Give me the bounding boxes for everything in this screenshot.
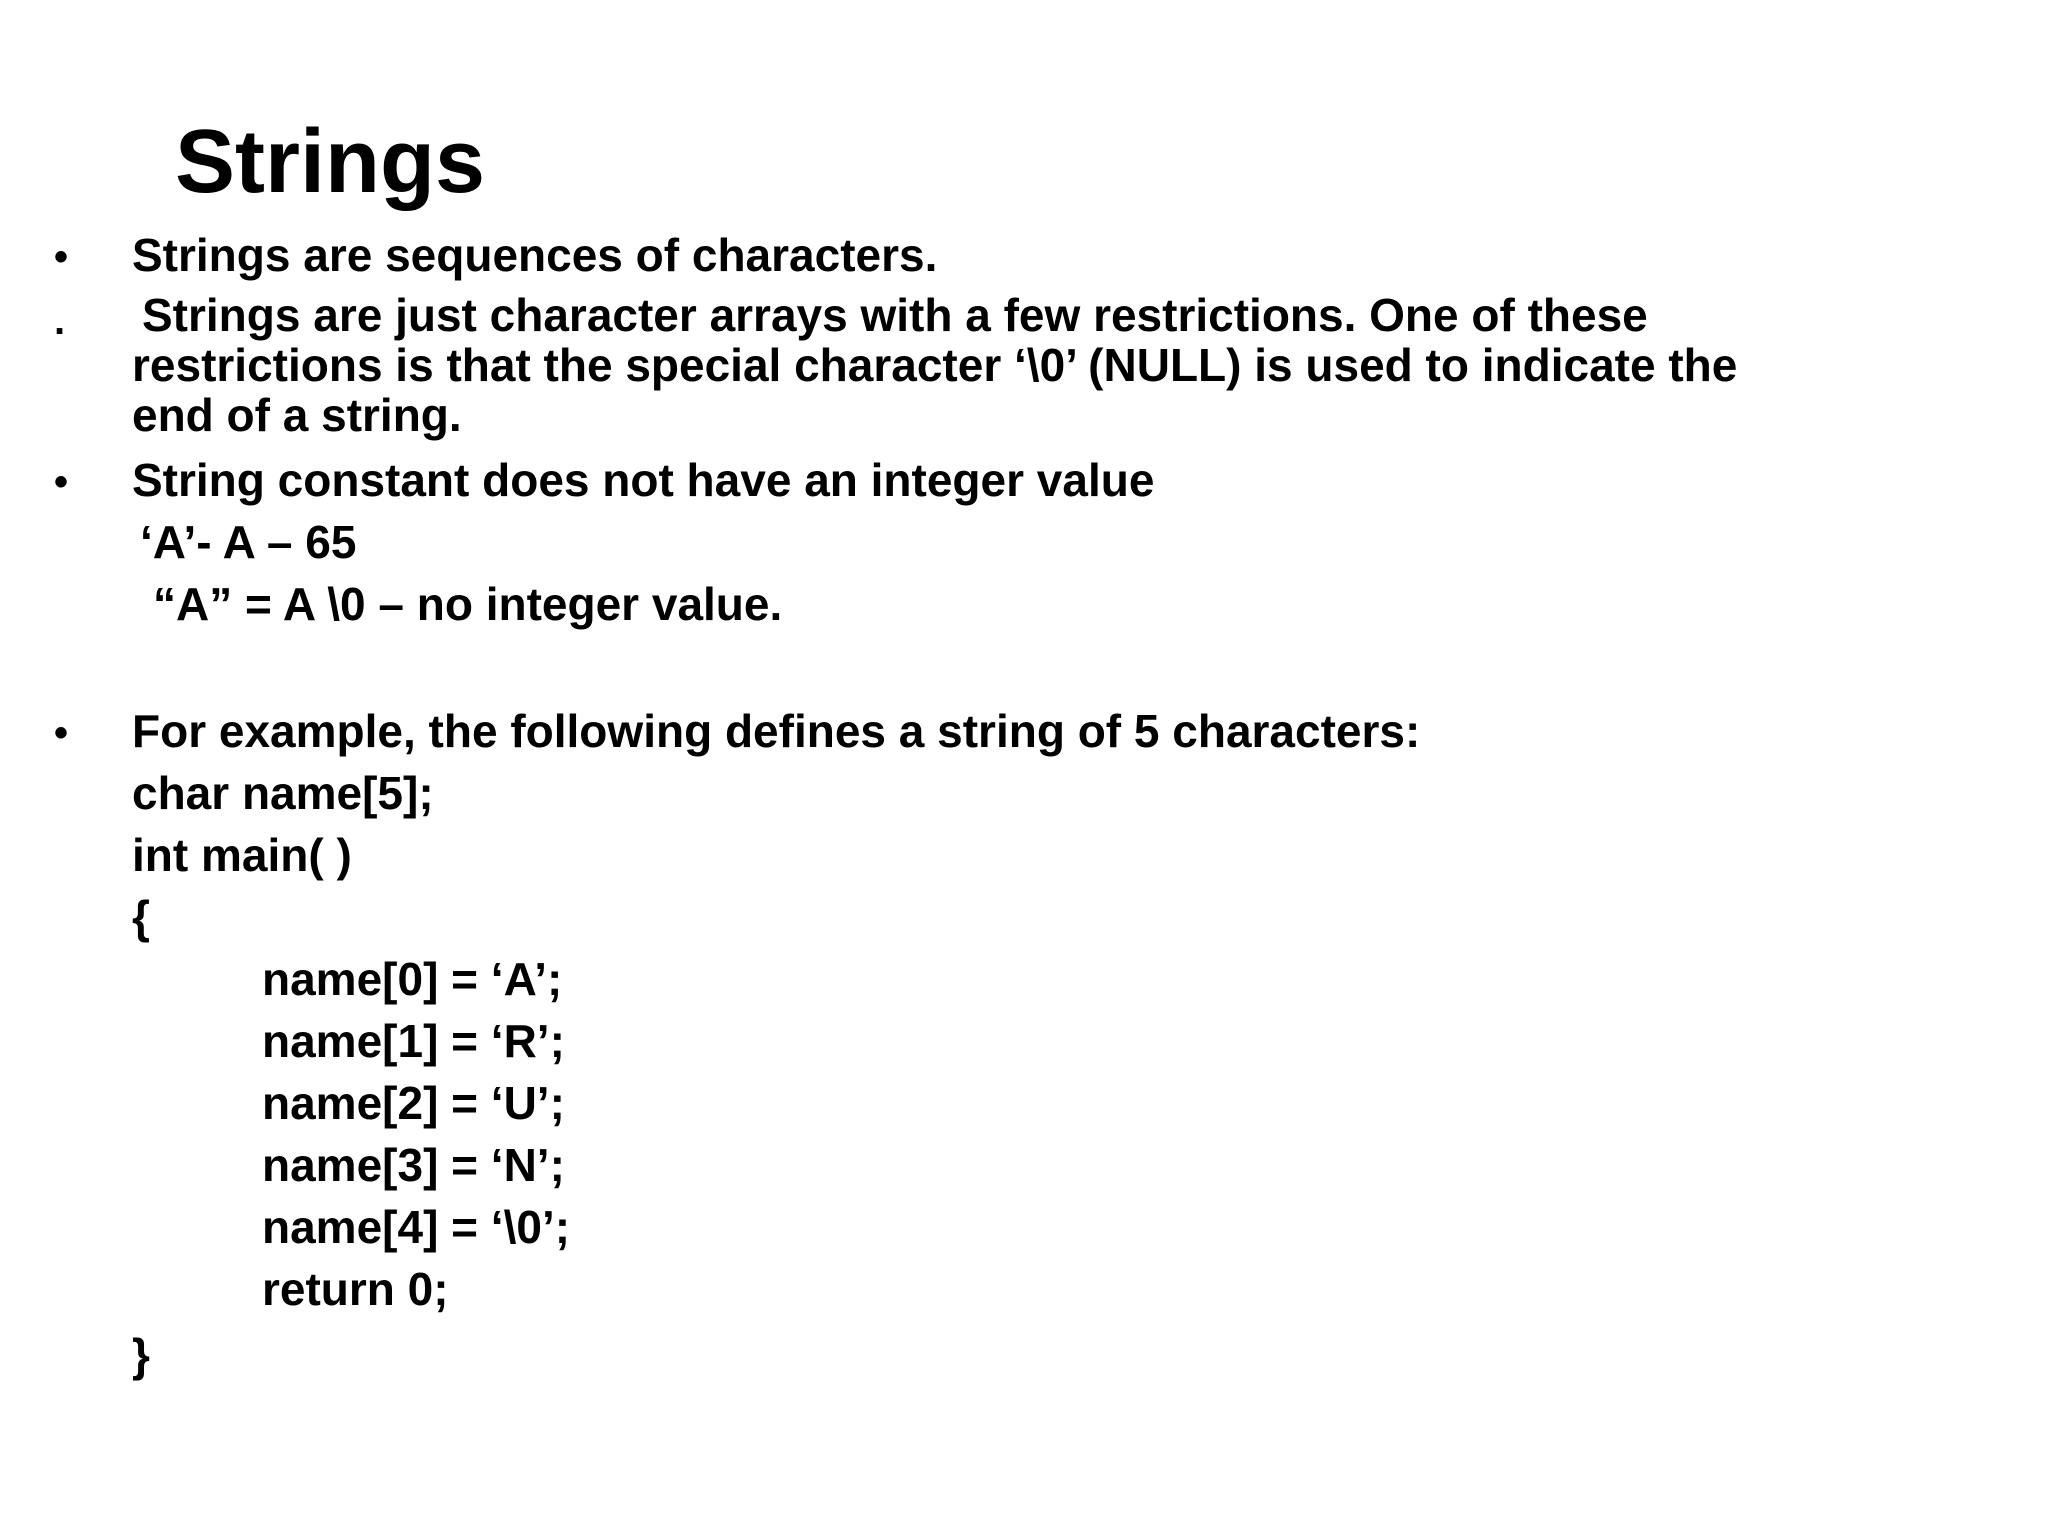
code-open-brace: { xyxy=(132,891,150,943)
code-return: return 0; xyxy=(262,1263,449,1315)
paragraph-line-2: restrictions is that the special character ‘\0’ (NULL) is used to indicate the xyxy=(132,339,1738,391)
code-line: name[0] = ‘A’; xyxy=(262,953,563,1005)
slide-title: Strings xyxy=(175,112,486,212)
paragraph-strings-restrictions xyxy=(132,290,2012,440)
bullet-marker: • xyxy=(54,235,69,279)
bullet-marker: • xyxy=(54,711,69,755)
bullet-strings-definition: Strings are sequences of characters. xyxy=(132,229,938,281)
code-line: name[3] = ‘N’; xyxy=(262,1139,565,1191)
bullet-example-intro: For example, the following defines a string of 5 characters: xyxy=(132,705,1421,757)
bullet-marker: • xyxy=(54,460,69,504)
example-char-constant: ‘A’- A – 65 xyxy=(140,516,357,568)
example-string-constant: “A” = A \0 – no integer value. xyxy=(153,578,783,630)
code-close-brace: } xyxy=(132,1329,150,1381)
code-line: name[4] = ‘\0’; xyxy=(262,1201,571,1253)
paragraph-line-1: Strings are just character arrays with a few restrictions. One of these xyxy=(142,289,1648,341)
bullet-string-constant: String constant does not have an integer value xyxy=(132,454,1155,506)
dot-marker: . xyxy=(54,299,66,343)
code-main-signature: int main( ) xyxy=(132,829,352,881)
code-line: name[1] = ‘R’; xyxy=(262,1015,565,1067)
code-line: name[2] = ‘U’; xyxy=(262,1077,565,1129)
paragraph-line-3: end of a string. xyxy=(132,389,462,441)
code-declaration: char name[5]; xyxy=(132,767,434,819)
